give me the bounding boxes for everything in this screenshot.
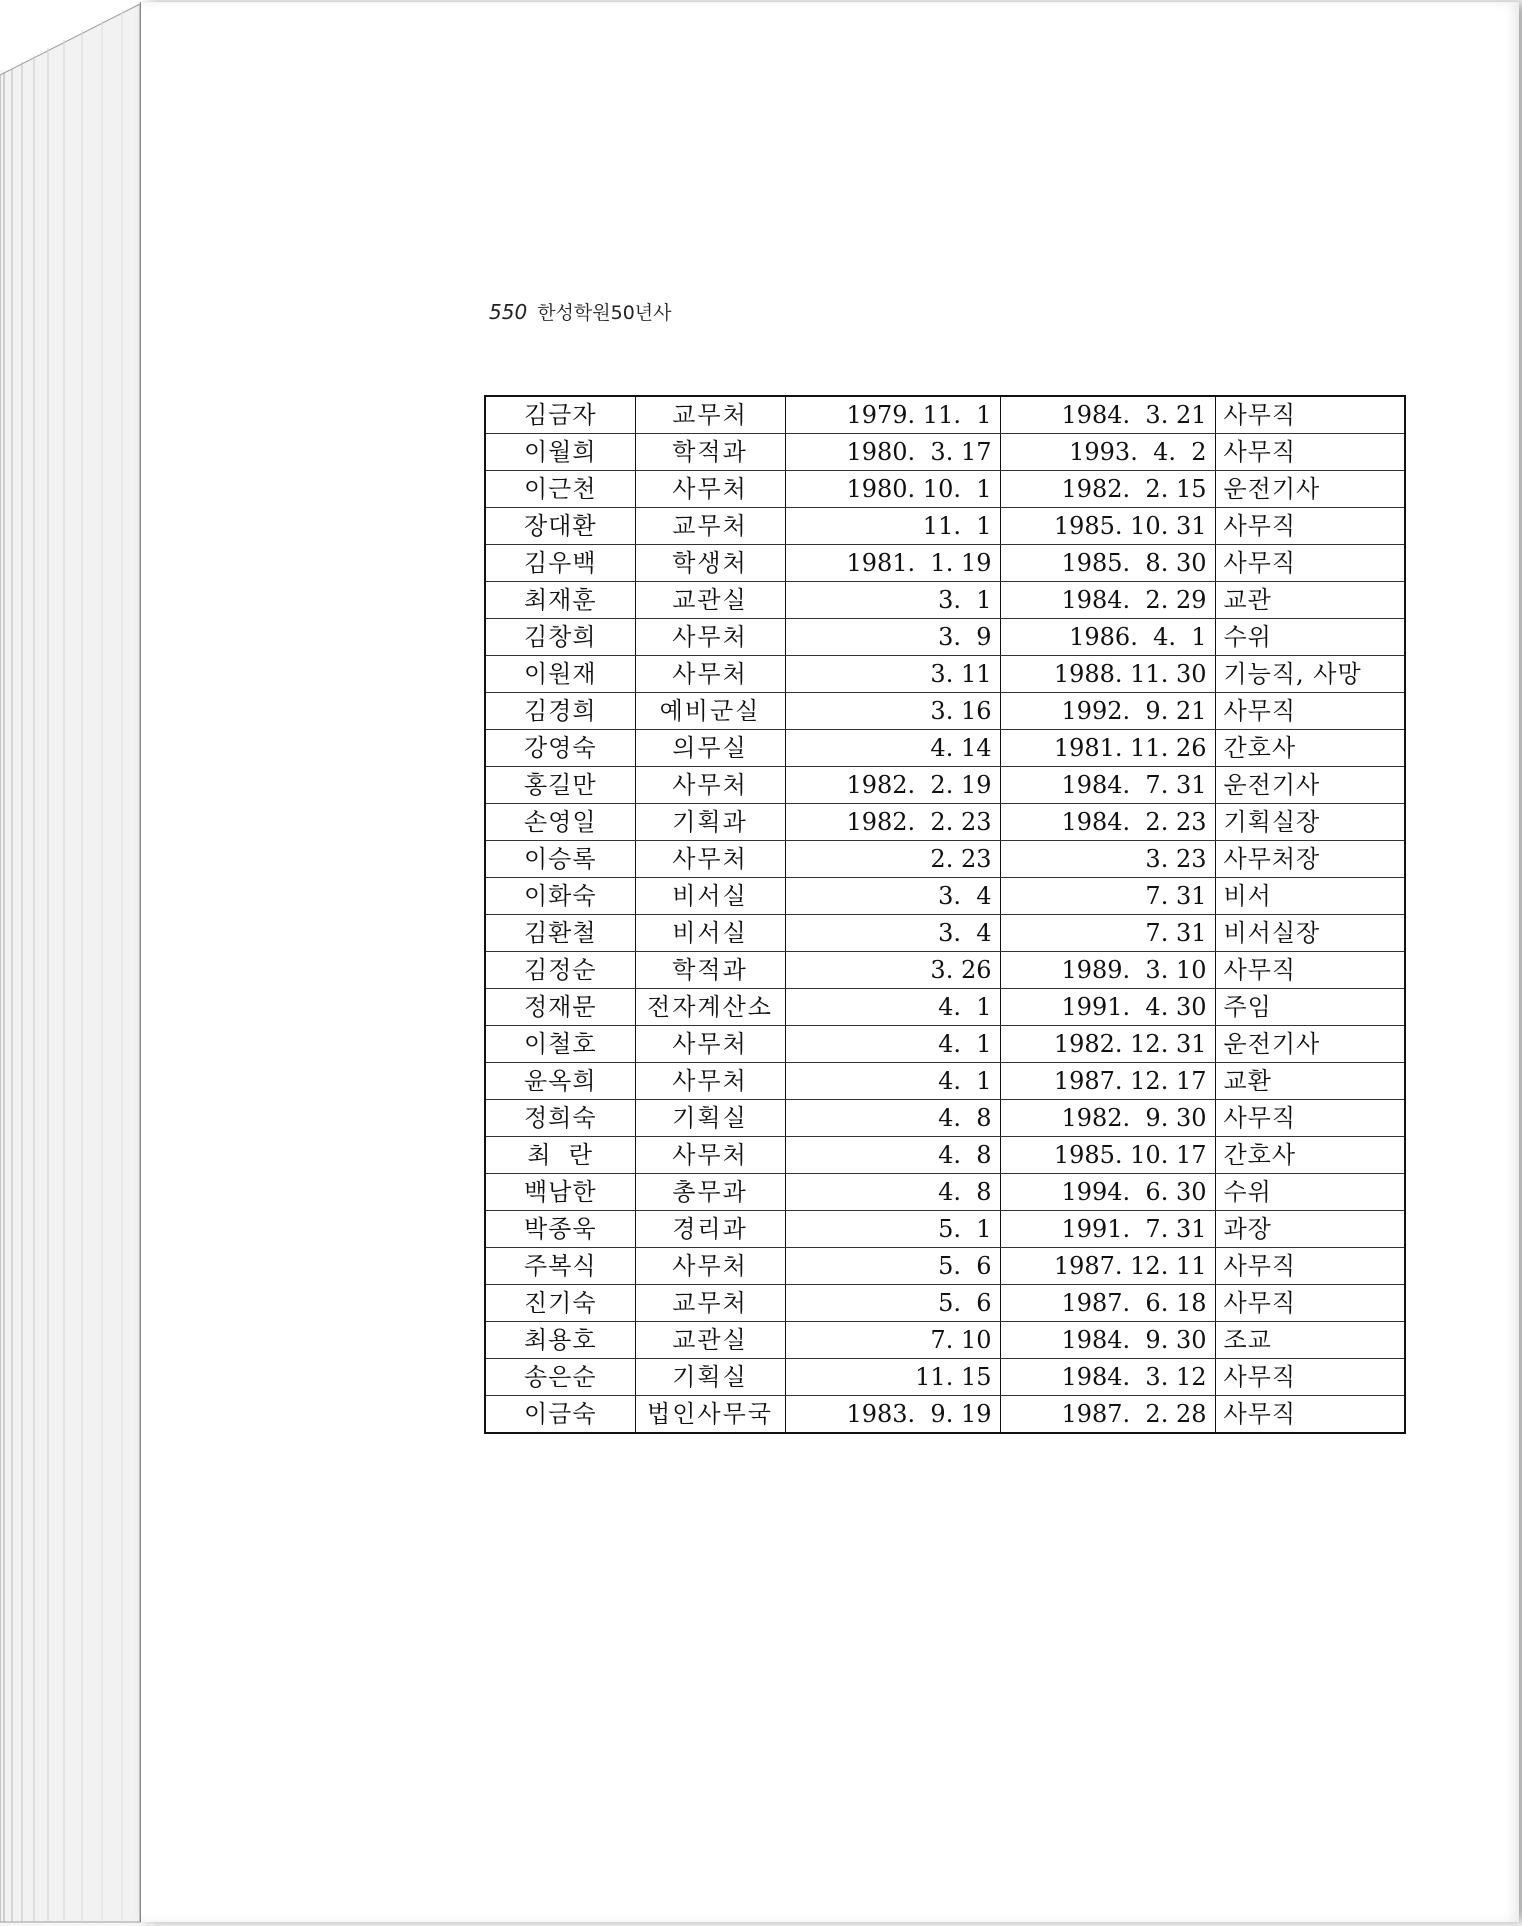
end-date-cell: 1994. 6. 30 bbox=[1000, 1174, 1215, 1211]
position-cell: 교관 bbox=[1215, 582, 1405, 619]
dept-cell: 기획실 bbox=[635, 1100, 785, 1137]
start-date-cell: 4. 8 bbox=[785, 1174, 1000, 1211]
position-cell: 사무직 bbox=[1215, 1248, 1405, 1285]
dept-cell: 사무처 bbox=[635, 1137, 785, 1174]
name-cell: 최 란 bbox=[485, 1137, 635, 1174]
dept-cell: 사무처 bbox=[635, 1026, 785, 1063]
position-cell: 사무직 bbox=[1215, 1359, 1405, 1396]
dept-cell: 교무처 bbox=[635, 508, 785, 545]
position-cell: 사무직 bbox=[1215, 952, 1405, 989]
table-row bbox=[485, 878, 1405, 915]
name-cell: 이원재 bbox=[485, 656, 635, 693]
end-date-cell: 7. 31 bbox=[1000, 878, 1215, 915]
start-date-cell: 3. 9 bbox=[785, 619, 1000, 656]
table-row bbox=[485, 989, 1405, 1026]
dept-cell: 사무처 bbox=[635, 841, 785, 878]
start-date-cell: 5. 6 bbox=[785, 1285, 1000, 1322]
start-date-cell: 1982. 2. 23 bbox=[785, 804, 1000, 841]
start-date-cell: 1979. 11. 1 bbox=[785, 396, 1000, 434]
dept-cell: 학생처 bbox=[635, 545, 785, 582]
position-cell: 운전기사 bbox=[1215, 1026, 1405, 1063]
dept-cell: 사무처 bbox=[635, 656, 785, 693]
start-date-cell: 1981. 1. 19 bbox=[785, 545, 1000, 582]
end-date-cell: 1984. 3. 21 bbox=[1000, 396, 1215, 434]
name-cell: 이월희 bbox=[485, 434, 635, 471]
dept-cell: 기획과 bbox=[635, 804, 785, 841]
position-cell: 비서 bbox=[1215, 878, 1405, 915]
start-date-cell: 3. 11 bbox=[785, 656, 1000, 693]
table-row bbox=[485, 730, 1405, 767]
dept-cell: 비서실 bbox=[635, 915, 785, 952]
page-number: 550 bbox=[489, 300, 528, 324]
table-row bbox=[485, 1211, 1405, 1248]
name-cell: 이금숙 bbox=[485, 1396, 635, 1434]
dept-cell: 의무실 bbox=[635, 730, 785, 767]
position-cell: 간호사 bbox=[1215, 1137, 1405, 1174]
end-date-cell: 7. 31 bbox=[1000, 915, 1215, 952]
table-row bbox=[485, 1248, 1405, 1285]
end-date-cell: 1988. 11. 30 bbox=[1000, 656, 1215, 693]
table-row bbox=[485, 656, 1405, 693]
dept-cell: 법인사무국 bbox=[635, 1396, 785, 1434]
dept-cell: 사무처 bbox=[635, 767, 785, 804]
position-cell: 과장 bbox=[1215, 1211, 1405, 1248]
table-row bbox=[485, 952, 1405, 989]
position-cell: 사무직 bbox=[1215, 545, 1405, 582]
dept-cell: 학적과 bbox=[635, 434, 785, 471]
name-cell: 김우백 bbox=[485, 545, 635, 582]
position-cell: 사무직 bbox=[1215, 1396, 1405, 1434]
start-date-cell: 11. 1 bbox=[785, 508, 1000, 545]
name-cell: 진기숙 bbox=[485, 1285, 635, 1322]
dept-cell: 사무처 bbox=[635, 1248, 785, 1285]
start-date-cell: 4. 8 bbox=[785, 1137, 1000, 1174]
position-cell: 간호사 bbox=[1215, 730, 1405, 767]
dept-cell: 기획실 bbox=[635, 1359, 785, 1396]
end-date-cell: 1987. 2. 28 bbox=[1000, 1396, 1215, 1434]
dept-cell: 교관실 bbox=[635, 582, 785, 619]
end-date-cell: 1987. 6. 18 bbox=[1000, 1285, 1215, 1322]
table-row bbox=[485, 545, 1405, 582]
end-date-cell: 1984. 2. 29 bbox=[1000, 582, 1215, 619]
dept-cell: 사무처 bbox=[635, 619, 785, 656]
start-date-cell: 1983. 9. 19 bbox=[785, 1396, 1000, 1434]
name-cell: 장대환 bbox=[485, 508, 635, 545]
name-cell: 박종욱 bbox=[485, 1211, 635, 1248]
table-row bbox=[485, 841, 1405, 878]
start-date-cell: 4. 1 bbox=[785, 989, 1000, 1026]
book-title: 한성학원50년사 bbox=[537, 302, 672, 324]
table-row bbox=[485, 1396, 1405, 1434]
table-row bbox=[485, 434, 1405, 471]
position-cell: 사무직 bbox=[1215, 693, 1405, 730]
end-date-cell: 1987. 12. 17 bbox=[1000, 1063, 1215, 1100]
position-cell: 수위 bbox=[1215, 1174, 1405, 1211]
end-date-cell: 1989. 3. 10 bbox=[1000, 952, 1215, 989]
end-date-cell: 1984. 7. 31 bbox=[1000, 767, 1215, 804]
dept-cell: 비서실 bbox=[635, 878, 785, 915]
table-row bbox=[485, 1063, 1405, 1100]
name-cell: 정재문 bbox=[485, 989, 635, 1026]
position-cell: 사무직 bbox=[1215, 396, 1405, 434]
position-cell: 사무직 bbox=[1215, 1285, 1405, 1322]
name-cell: 김경희 bbox=[485, 693, 635, 730]
table-row bbox=[485, 396, 1405, 434]
name-cell: 이근천 bbox=[485, 471, 635, 508]
name-cell: 윤옥희 bbox=[485, 1063, 635, 1100]
page-stack-edges bbox=[0, 0, 150, 1926]
start-date-cell: 4. 1 bbox=[785, 1063, 1000, 1100]
table-row bbox=[485, 582, 1405, 619]
position-cell: 운전기사 bbox=[1215, 767, 1405, 804]
position-cell: 사무직 bbox=[1215, 1100, 1405, 1137]
dept-cell: 사무처 bbox=[635, 471, 785, 508]
start-date-cell: 2. 23 bbox=[785, 841, 1000, 878]
start-date-cell: 1980. 10. 1 bbox=[785, 471, 1000, 508]
dept-cell: 전자계산소 bbox=[635, 989, 785, 1026]
position-cell: 기능직, 사망 bbox=[1215, 656, 1405, 693]
start-date-cell: 3. 1 bbox=[785, 582, 1000, 619]
dept-cell: 교관실 bbox=[635, 1322, 785, 1359]
name-cell: 김정순 bbox=[485, 952, 635, 989]
table-body bbox=[485, 396, 1405, 1433]
table-row bbox=[485, 1322, 1405, 1359]
name-cell: 손영일 bbox=[485, 804, 635, 841]
name-cell: 김환철 bbox=[485, 915, 635, 952]
end-date-cell: 1991. 7. 31 bbox=[1000, 1211, 1215, 1248]
name-cell: 이승록 bbox=[485, 841, 635, 878]
end-date-cell: 1993. 4. 2 bbox=[1000, 434, 1215, 471]
end-date-cell: 1982. 12. 31 bbox=[1000, 1026, 1215, 1063]
position-cell: 사무직 bbox=[1215, 508, 1405, 545]
name-cell: 이화숙 bbox=[485, 878, 635, 915]
name-cell: 이철호 bbox=[485, 1026, 635, 1063]
name-cell: 최재훈 bbox=[485, 582, 635, 619]
start-date-cell: 1980. 3. 17 bbox=[785, 434, 1000, 471]
position-cell: 주임 bbox=[1215, 989, 1405, 1026]
table-row bbox=[485, 804, 1405, 841]
end-date-cell: 1984. 2. 23 bbox=[1000, 804, 1215, 841]
table-row bbox=[485, 619, 1405, 656]
dept-cell: 교무처 bbox=[635, 396, 785, 434]
position-cell: 운전기사 bbox=[1215, 471, 1405, 508]
dept-cell: 교무처 bbox=[635, 1285, 785, 1322]
end-date-cell: 1992. 9. 21 bbox=[1000, 693, 1215, 730]
end-date-cell: 1984. 9. 30 bbox=[1000, 1322, 1215, 1359]
table-row bbox=[485, 1100, 1405, 1137]
book-page bbox=[140, 2, 1519, 1922]
name-cell: 최용호 bbox=[485, 1322, 635, 1359]
name-cell: 주복식 bbox=[485, 1248, 635, 1285]
dept-cell: 예비군실 bbox=[635, 693, 785, 730]
start-date-cell: 1982. 2. 19 bbox=[785, 767, 1000, 804]
name-cell: 김금자 bbox=[485, 396, 635, 434]
end-date-cell: 1986. 4. 1 bbox=[1000, 619, 1215, 656]
position-cell: 비서실장 bbox=[1215, 915, 1405, 952]
end-date-cell: 1984. 3. 12 bbox=[1000, 1359, 1215, 1396]
dept-cell: 학적과 bbox=[635, 952, 785, 989]
end-date-cell: 1985. 10. 31 bbox=[1000, 508, 1215, 545]
start-date-cell: 4. 1 bbox=[785, 1026, 1000, 1063]
start-date-cell: 11. 15 bbox=[785, 1359, 1000, 1396]
start-date-cell: 4. 14 bbox=[785, 730, 1000, 767]
table-row bbox=[485, 1026, 1405, 1063]
table-row bbox=[485, 767, 1405, 804]
position-cell: 교환 bbox=[1215, 1063, 1405, 1100]
name-cell: 강영숙 bbox=[485, 730, 635, 767]
start-date-cell: 5. 6 bbox=[785, 1248, 1000, 1285]
position-cell: 사무직 bbox=[1215, 434, 1405, 471]
running-head bbox=[489, 298, 672, 325]
dept-cell: 사무처 bbox=[635, 1063, 785, 1100]
table-row bbox=[485, 471, 1405, 508]
start-date-cell: 3. 4 bbox=[785, 915, 1000, 952]
name-cell: 김창희 bbox=[485, 619, 635, 656]
table-row bbox=[485, 508, 1405, 545]
position-cell: 기획실장 bbox=[1215, 804, 1405, 841]
start-date-cell: 7. 10 bbox=[785, 1322, 1000, 1359]
position-cell: 조교 bbox=[1215, 1322, 1405, 1359]
position-cell: 수위 bbox=[1215, 619, 1405, 656]
table-row bbox=[485, 693, 1405, 730]
start-date-cell: 3. 4 bbox=[785, 878, 1000, 915]
end-date-cell: 1991. 4. 30 bbox=[1000, 989, 1215, 1026]
table-row bbox=[485, 1285, 1405, 1322]
start-date-cell: 3. 16 bbox=[785, 693, 1000, 730]
table-row bbox=[485, 1137, 1405, 1174]
name-cell: 백남한 bbox=[485, 1174, 635, 1211]
dept-cell: 총무과 bbox=[635, 1174, 785, 1211]
name-cell: 정희숙 bbox=[485, 1100, 635, 1137]
end-date-cell: 1985. 8. 30 bbox=[1000, 545, 1215, 582]
end-date-cell: 1987. 12. 11 bbox=[1000, 1248, 1215, 1285]
name-cell: 송은순 bbox=[485, 1359, 635, 1396]
end-date-cell: 1981. 11. 26 bbox=[1000, 730, 1215, 767]
position-cell: 사무처장 bbox=[1215, 841, 1405, 878]
end-date-cell: 3. 23 bbox=[1000, 841, 1215, 878]
staff-records-table bbox=[484, 395, 1406, 1434]
start-date-cell: 3. 26 bbox=[785, 952, 1000, 989]
start-date-cell: 5. 1 bbox=[785, 1211, 1000, 1248]
name-cell: 홍길만 bbox=[485, 767, 635, 804]
table-row bbox=[485, 1174, 1405, 1211]
end-date-cell: 1985. 10. 17 bbox=[1000, 1137, 1215, 1174]
table-row bbox=[485, 915, 1405, 952]
dept-cell: 경리과 bbox=[635, 1211, 785, 1248]
end-date-cell: 1982. 9. 30 bbox=[1000, 1100, 1215, 1137]
table-row bbox=[485, 1359, 1405, 1396]
end-date-cell: 1982. 2. 15 bbox=[1000, 471, 1215, 508]
start-date-cell: 4. 8 bbox=[785, 1100, 1000, 1137]
